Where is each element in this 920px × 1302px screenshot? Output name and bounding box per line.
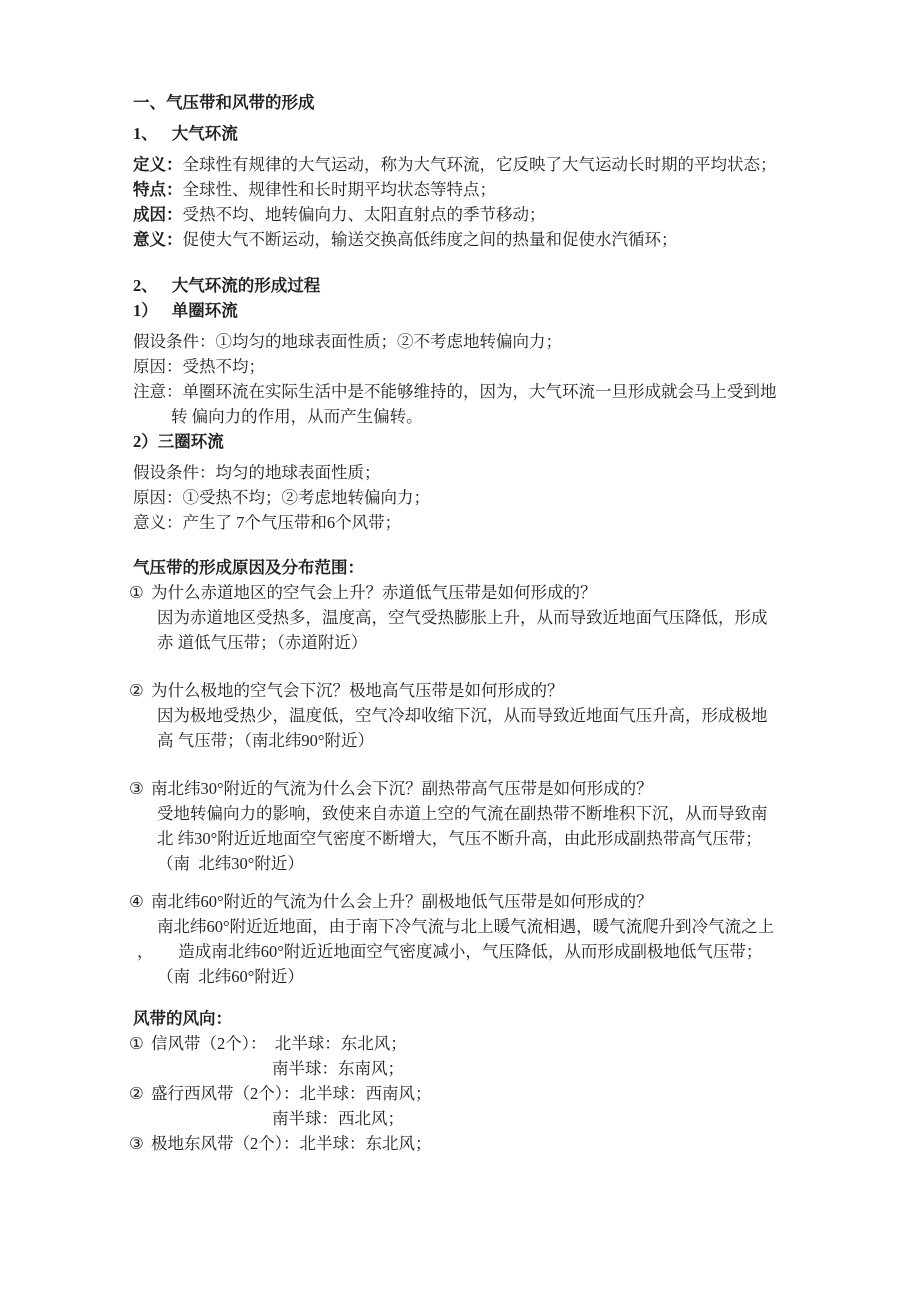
- sec1-heading: [133, 121, 833, 146]
- answer-line: 受地转偏向力的影响，致使来自赤道上空的气流在副热带不断堆积下沉，从而导致南: [157, 804, 768, 823]
- features-label: 特点：: [133, 180, 183, 199]
- answer-line: 因为赤道地区受热多，温度高，空气受热膨胀上升，从而导致近地面气压降低，形成: [157, 608, 768, 627]
- qa-item-subpolar: [129, 889, 833, 989]
- sec1-number: 1、: [133, 124, 158, 143]
- qa-item-subtropical: [129, 776, 833, 876]
- question-line: [129, 889, 833, 914]
- answer-line: 高 气压带；（南北纬90°附近）: [157, 731, 374, 750]
- features-line: [133, 177, 833, 202]
- wind-line: [129, 1031, 833, 1056]
- qa-item-polar: [129, 678, 833, 753]
- sec2-heading: [133, 273, 833, 298]
- question-line: [129, 776, 833, 801]
- answer-line: 北 纬30°附近近地面空气密度不断增大，气压不断升高，由此形成副热带高气压带；: [157, 829, 762, 848]
- sub2-reason-line: 原因：①受热不均；②考虑地转偏向力；: [133, 488, 430, 507]
- answer-line: （南 北纬60°附近）: [157, 967, 304, 986]
- circled-number-icon: ②: [129, 681, 144, 700]
- circled-number-icon: ①: [129, 1034, 144, 1053]
- answer-line-hanging-comma: ， 造成南北纬60°附近近地面空气密度减小，气压降低，从而形成副极地低气压带；: [137, 942, 763, 961]
- circled-number-icon: ④: [129, 892, 144, 911]
- sub1-assumption-line: 假设条件：①均匀的地球表面性质；②不考虑地转偏向力；: [133, 332, 562, 351]
- sec1-title: 大气环流: [171, 124, 238, 143]
- wind-line: [129, 1131, 833, 1156]
- wind-item-westerlies: [129, 1081, 833, 1131]
- wind-item-polar-easterlies: [129, 1131, 833, 1156]
- sub2-assumption-line: 假设条件：均匀的地球表面性质；: [133, 463, 381, 482]
- qa-item-equator: [129, 580, 833, 655]
- definition-text: 全球性有规律的大气运动，称为大气环流，它反映了大气运动长时期的平均状态；: [182, 155, 777, 174]
- question-line: [129, 678, 833, 703]
- significance-text: 促使大气不断运动，输送交换高低纬度之间的热量和促使水汽循环；: [182, 230, 678, 249]
- answer-line: 南北纬60°附近近地面，由于南下冷气流与北上暖气流相遇，暖气流爬升到冷气流之上: [157, 917, 775, 936]
- circled-number-icon: ③: [129, 779, 144, 798]
- significance-label: 意义：: [133, 230, 183, 249]
- sub1-reason-line: 原因：受热不均；: [133, 357, 265, 376]
- sec2-number: 2、: [133, 276, 158, 295]
- cause-label: 成因：: [133, 205, 183, 224]
- circled-number-icon: ①: [129, 583, 144, 602]
- wind-text: 盛行西风带（2个）：北半球：西南风；: [151, 1084, 432, 1103]
- sub1-note-continuation: 转 偏向力的作用，从而产生偏转。: [171, 407, 423, 426]
- circled-number-icon: ②: [129, 1084, 144, 1103]
- features-text: 全球性、规律性和长时期平均状态等特点；: [182, 180, 496, 199]
- sub1-note-line: 注意：单圈环流在实际生活中是不能够维持的，因为，大气环流一旦形成就会马上受到地: [133, 382, 777, 401]
- wind-item-trade: [129, 1031, 833, 1081]
- cause-line: [133, 202, 833, 227]
- wind-south-hemisphere-line: 南半球：西北风；: [272, 1109, 404, 1128]
- pressure-belts-heading: 气压带的形成原因及分布范围：: [133, 558, 364, 577]
- sub2-heading: 2）三圈环流: [133, 432, 224, 451]
- answer-line: 因为极地受热少，温度低，空气冷却收缩下沉，从而导致近地面气压升高，形成极地: [157, 706, 768, 725]
- sec2-title: 大气环流的形成过程: [171, 276, 321, 295]
- question-text: 为什么赤道地区的空气会上升？赤道低气压带是如何形成的？: [151, 583, 597, 602]
- wind-belts-heading: 风带的风向：: [133, 1009, 232, 1028]
- cause-text: 受热不均、地转偏向力、太阳直射点的季节移动；: [182, 205, 546, 224]
- significance-line: [133, 227, 833, 252]
- document-content: [129, 90, 833, 1156]
- doc-main-heading: 一、气压带和风带的形成: [133, 93, 315, 112]
- question-line: [129, 580, 833, 605]
- definition-label: 定义：: [133, 155, 183, 174]
- sub2-significance-line: 意义：产生了 7个气压带和6个风带；: [133, 513, 402, 532]
- question-text: 南北纬60°附近的气流为什么会上升？副极地低气压带是如何形成的？: [151, 892, 653, 911]
- question-text: 南北纬30°附近的气流为什么会下沉？副热带高气压带是如何形成的？: [151, 779, 653, 798]
- sub1-number: 1）: [133, 301, 158, 320]
- question-text: 为什么极地的空气会下沉？极地高气压带是如何形成的？: [151, 681, 564, 700]
- wind-text: 信风带（2个）： 北半球：东北风；: [151, 1034, 407, 1053]
- answer-line: （南 北纬30°附近）: [157, 854, 304, 873]
- definition-line: [133, 152, 833, 177]
- answer-line: 赤 道低气压带；（赤道附近）: [157, 633, 368, 652]
- wind-south-hemisphere-line: 南半球：东南风；: [272, 1059, 404, 1078]
- sub1-title: 单圈环流: [171, 301, 238, 320]
- wind-text: 极地东风带（2个）：北半球：东北风；: [151, 1134, 432, 1153]
- circled-number-icon: ③: [129, 1134, 144, 1153]
- sub1-heading: [133, 298, 833, 323]
- wind-line: [129, 1081, 833, 1106]
